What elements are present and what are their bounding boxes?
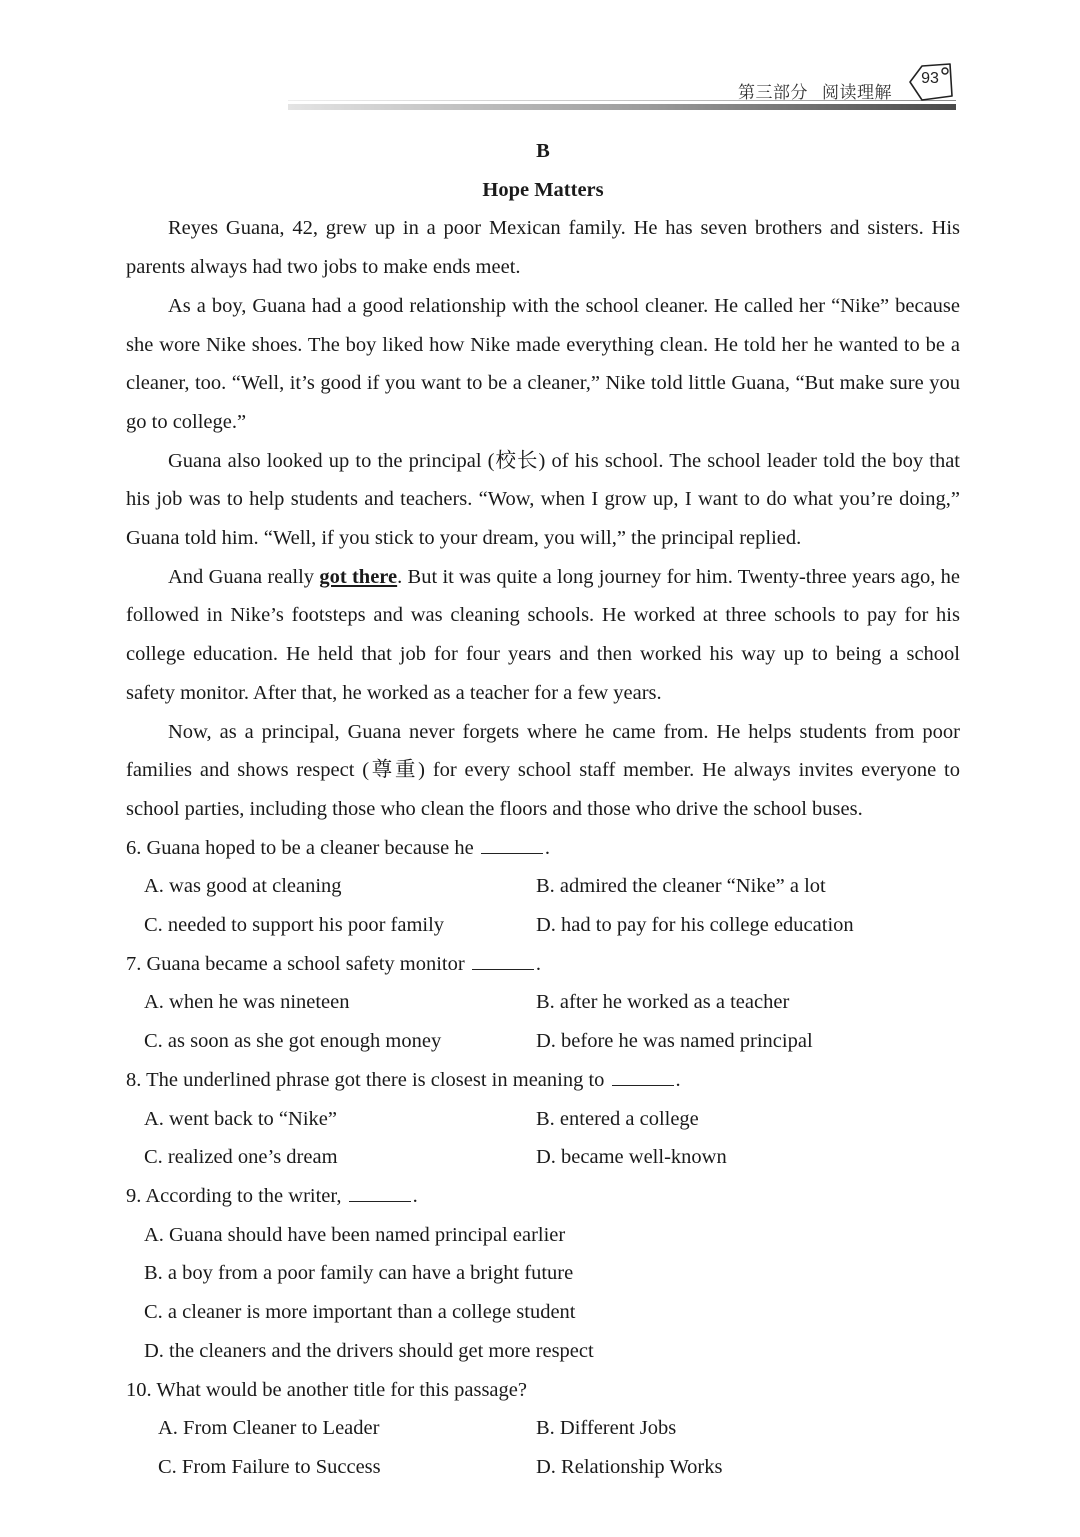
question-stem: 7. Guana became a school safety monitor . bbox=[126, 952, 541, 975]
answer-blank bbox=[349, 1183, 411, 1202]
page-number-tag bbox=[906, 60, 958, 104]
underlined-phrase: got there bbox=[319, 565, 398, 588]
page-header bbox=[0, 60, 1080, 120]
passage-content bbox=[126, 132, 960, 1487]
question-stem: 6. Guana hoped to be a cleaner because he . bbox=[126, 836, 551, 859]
option-d: D. had to pay for his college education bbox=[536, 914, 854, 937]
header-section-label bbox=[738, 78, 892, 103]
option-d: D. became well-known bbox=[536, 1146, 727, 1169]
section-letter: B bbox=[536, 140, 550, 162]
answer-blank bbox=[481, 835, 543, 854]
option-a: A. when he was nineteen bbox=[144, 991, 350, 1014]
option-b: B. admired the cleaner “Nike” a lot bbox=[536, 875, 826, 898]
option-a: A. From Cleaner to Leader bbox=[158, 1417, 380, 1440]
option-b: B. a boy from a poor family can have a bright future bbox=[144, 1262, 574, 1285]
option-c: C. realized one’s dream bbox=[144, 1146, 338, 1169]
option-a: A. went back to “Nike” bbox=[144, 1107, 337, 1130]
question-9 bbox=[126, 1177, 960, 1371]
question-7 bbox=[126, 945, 960, 1061]
option-d: D. before he was named principal bbox=[536, 1030, 813, 1053]
header-part: 第三部分 bbox=[738, 83, 808, 103]
question-6 bbox=[126, 829, 960, 945]
header-rule bbox=[288, 104, 956, 110]
answer-blank bbox=[472, 951, 534, 970]
option-b: B. Different Jobs bbox=[536, 1417, 677, 1440]
question-stem: 8. The underlined phrase got there is closest in meaning to . bbox=[126, 1068, 681, 1091]
header-section: 阅读理解 bbox=[822, 83, 892, 103]
paragraph-5: Now, as a principal, Guana never forgets where he came from. He helps students from poor families and shows respect (尊重) for every school staff member. He always invites everyone to school parties, including those who clean the floors and those who drive the school buses. bbox=[126, 720, 960, 820]
option-b: B. after he worked as a teacher bbox=[536, 991, 790, 1014]
option-c: C. a cleaner is more important than a college student bbox=[144, 1301, 576, 1324]
question-8 bbox=[126, 1061, 960, 1177]
option-c: C. From Failure to Success bbox=[158, 1455, 381, 1478]
paragraph-3: Guana also looked up to the principal (校长) of his school. The school leader told the boy that his job was to help students and teachers. “Wow, when I grow up, I want to do what you’re doing,” Guana told him. “Well, if you stick to your dream, you will,” the principal replied. bbox=[126, 449, 960, 550]
answer-blank bbox=[612, 1067, 674, 1086]
question-10 bbox=[126, 1371, 960, 1487]
option-a: A. Guana should have been named principal earlier bbox=[144, 1223, 566, 1246]
paragraph-4: And Guana really got there. But it was quite a long journey for him. Twenty-three years ago, he followed in Nike’s footsteps and was cleaning schools. He worked at three schools to pay for his college education. He held that job for four years and then worked his way up to being a school safety monitor. After that, he worked as a teacher for a few years. bbox=[126, 565, 960, 704]
paragraph-2: As a boy, Guana had a good relationship with the school cleaner. He called her “Nike” because she wore Nike shoes. The boy liked how Nike made everything clean. He told her he wanted to be a cleaner, too. “Well, it’s good if you want to be a cleaner,” Nike told little Guana, “But make sure you go to college.” bbox=[126, 294, 960, 433]
option-c: C. as soon as she got enough money bbox=[144, 1030, 442, 1053]
option-d: D. Relationship Works bbox=[536, 1455, 723, 1478]
option-b: B. entered a college bbox=[536, 1107, 699, 1130]
option-c: C. needed to support his poor family bbox=[144, 914, 445, 937]
question-stem: 10. What would be another title for this passage? bbox=[126, 1378, 527, 1401]
question-stem: 9. According to the writer, . bbox=[126, 1184, 418, 1207]
paragraph-1: Reyes Guana, 42, grew up in a poor Mexican family. He has seven brothers and sisters. His parents always had two jobs to make ends meet. bbox=[126, 217, 960, 279]
page-number: 93 bbox=[921, 70, 939, 87]
option-d: D. the cleaners and the drivers should get more respect bbox=[144, 1339, 594, 1362]
passage-title: Hope Matters bbox=[482, 178, 604, 201]
option-a: A. was good at cleaning bbox=[144, 875, 342, 898]
